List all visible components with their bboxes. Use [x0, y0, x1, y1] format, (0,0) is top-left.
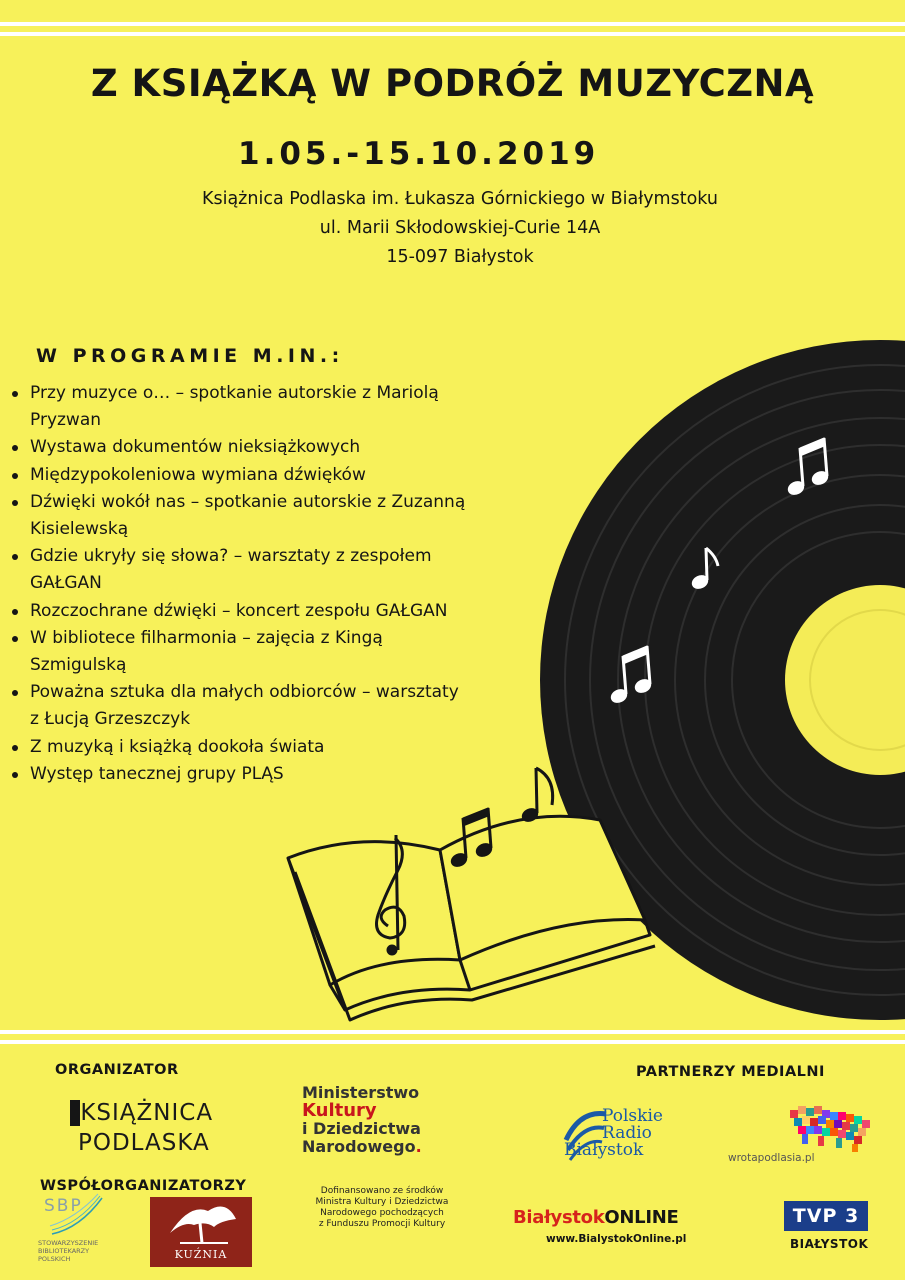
bullet-icon: [12, 445, 18, 451]
ksiaznica-logo-line1: KSIĄŻNICA: [70, 1100, 213, 1126]
sbp-logo-letters: SBP: [44, 1196, 83, 1216]
program-item-text: W bibliotece filharmonia – zajęcia z Kingą: [30, 627, 383, 648]
program-item-text: Kisielewską: [30, 519, 129, 540]
funding-note: Dofinansowano ze środków Ministra Kultury i Dziedzictwa Narodowego pochodzących z Funduszu Promocji Kultury: [315, 1186, 449, 1229]
program-item: [12, 543, 577, 597]
program-item-text: Z muzyką i książką dookoła świata: [30, 736, 325, 757]
program-heading: W PROGRAMIE M.IN.:: [36, 345, 344, 367]
program-item-text: Wystawa dokumentów nieksiążkowych: [30, 437, 361, 458]
ministry-logo: Ministerstwo Kultury i Dziedzictwa Narodowego.: [302, 1083, 422, 1156]
kuznia-logo-text: KUŹNIA: [174, 1248, 228, 1261]
program-item-text: Szmigulską: [30, 655, 127, 676]
program-item: [12, 462, 577, 489]
event-dates: 1.05.-15.10.2019: [238, 136, 600, 172]
program-item: [12, 734, 577, 761]
bullet-icon: [12, 636, 18, 642]
program-list: [12, 380, 577, 788]
program-item: [12, 598, 577, 625]
program-item-text: Dźwięki wokół nas – spotkanie autorskie z Zuzanną: [30, 491, 466, 512]
venue-name: Książnica Podlaska im. Łukasza Górnickiego w Białymstoku: [202, 189, 718, 209]
program-item: [12, 380, 577, 434]
program-item-text: Rozczochrane dźwięki – koncert zespołu GAŁGAN: [30, 600, 448, 621]
bullet-icon: [12, 745, 18, 751]
polskie-radio-logo: Polskie Radio Białystok: [564, 1106, 663, 1160]
bullet-icon: [12, 473, 18, 479]
tvp3-logo: TVP 3: [784, 1201, 868, 1231]
program-item-text: GAŁGAN: [30, 573, 102, 594]
venue-street: ul. Marii Skłodowskiej-Curie 14A: [319, 218, 601, 238]
program-item-text: Gdzie ukryły się słowa? – warsztaty z zespołem: [30, 546, 432, 567]
kuznia-tree-icon: [150, 1197, 252, 1247]
wrota-podlasia-logo: wrotapodlasia.pl: [728, 1152, 815, 1164]
program-item: [12, 761, 577, 788]
open-book-icon: [288, 816, 655, 1020]
venue-city: 15-097 Białystok: [386, 247, 534, 267]
program-item: [12, 434, 577, 461]
bullet-icon: [12, 500, 18, 506]
program-item-text: Międzypokoleniowa wymiana dźwięków: [30, 464, 366, 485]
tvp3-logo-sub: BIAŁYSTOK: [790, 1237, 869, 1251]
program-item: [12, 625, 577, 679]
ksiaznica-logo-line2: PODLASKA: [78, 1130, 210, 1156]
program-item-text: Przy muzyce o… – spotkanie autorskie z Mariolą: [30, 383, 439, 403]
bialystok-online-url: www.BialystokOnline.pl: [546, 1233, 687, 1245]
program-item: [12, 489, 577, 543]
bullet-icon: [12, 772, 18, 778]
organizer-label: ORGANIZATOR: [55, 1062, 179, 1078]
program-item-text: z Łucją Grzeszczyk: [30, 709, 191, 730]
coorganizers-label: WSPÓŁORGANIZATORZY: [40, 1178, 247, 1194]
bullet-icon: [12, 391, 18, 397]
program-item-text: Poważna sztuka dla małych odbiorców – warsztaty: [30, 682, 459, 703]
bottom-rule-1: [0, 1030, 905, 1034]
bullet-icon: [12, 554, 18, 560]
bialystok-online-logo: BiałystokONLINE: [513, 1207, 679, 1228]
bullet-icon: [12, 690, 18, 696]
poster-title: Z KSIĄŻKĄ W PODRÓŻ MUZYCZNĄ: [90, 62, 815, 105]
program-item: [12, 679, 577, 733]
program-item-text: Występ tanecznej grupy PLĄS: [30, 763, 284, 784]
bottom-rule-2: [0, 1040, 905, 1044]
sbp-logo-text: STOWARZYSZENIE BIBLIOTEKARZY POLSKICH: [38, 1239, 99, 1263]
bullet-icon: [12, 609, 18, 615]
program-item-text: Pryzwan: [30, 410, 102, 431]
media-partners-label: PARTNERZY MEDIALNI: [636, 1064, 825, 1080]
